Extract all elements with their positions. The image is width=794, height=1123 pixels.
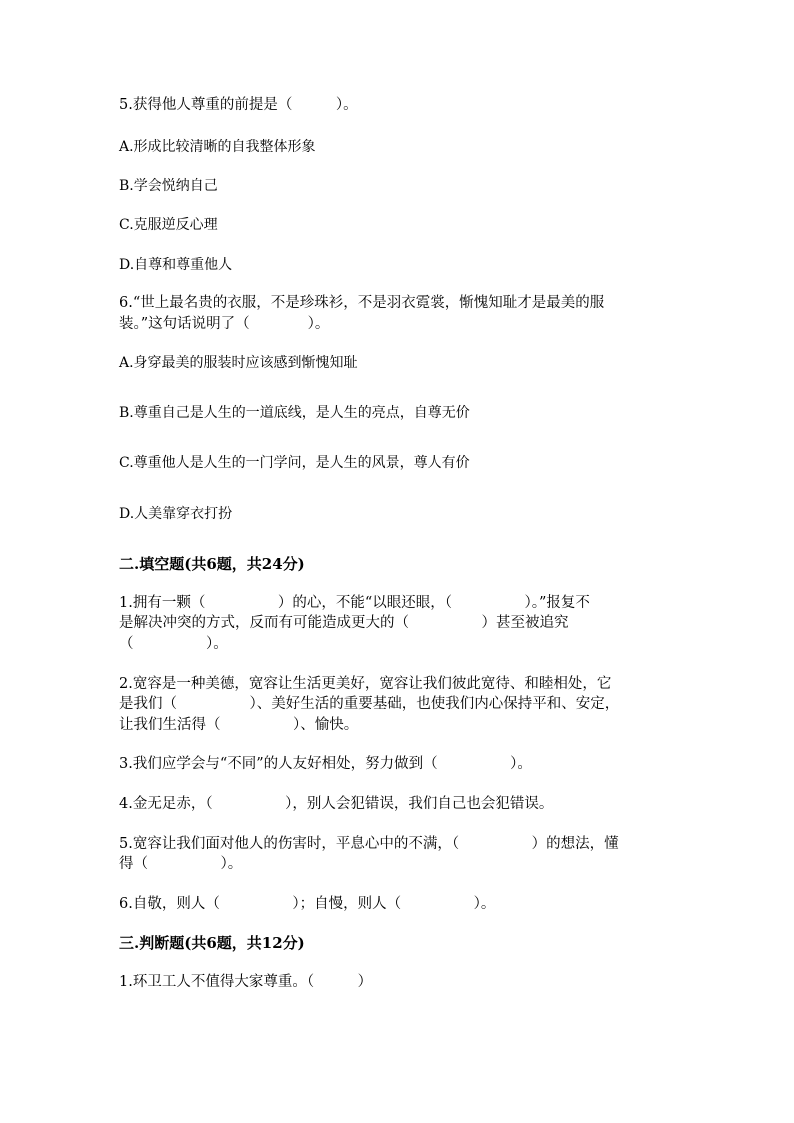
fill-1-line-1: 1.拥有一颗（ ）的心，不能“以眼还眼，（ ）。”报复不	[119, 595, 590, 611]
fill-3-line-1: 3.我们应学会与“不同”的人友好相处，努力做到（ ）。	[119, 756, 532, 772]
question-6-option-d: D.人美靠穿衣打扮	[119, 506, 233, 522]
question-6-stem-line-1: 6.“世上最名贵的衣服，不是珍珠衫，不是羽衣霓裳，惭愧知耻才是最美的服	[119, 295, 605, 311]
section-3-heading: 三.判断题(共6题，共12分)	[119, 934, 305, 952]
fill-2-line-2: 是我们（ ）、美好生活的重要基础，也使我们内心保持平和、安定，	[119, 696, 620, 712]
fill-5-line-1: 5.宽容让我们面对他人的伤害时，平息心中的不满，（ ）的想法，懂	[119, 836, 619, 852]
question-5-option-b: B.学会悦纳自己	[119, 178, 218, 194]
fill-2-line-3: 让我们生活得（ ）、愉快。	[119, 717, 359, 733]
judge-1-line-1: 1.环卫工人不值得大家尊重。（ ）	[119, 974, 373, 990]
question-5-option-c: C.克服逆反心理	[119, 217, 218, 233]
question-5-option-d: D.自尊和尊重他人	[119, 257, 233, 273]
question-6-option-a: A.身穿最美的服装时应该感到惭愧知耻	[119, 355, 358, 371]
section-2-heading: 二.填空题(共6题，共24分)	[119, 555, 305, 573]
fill-6-line-1: 6.自敬，则人（ ）；自慢，则人（ ）。	[119, 896, 496, 912]
fill-2-line-1: 2.宽容是一种美德，宽容让生活更美好，宽容让我们彼此宽待、和睦相处，它	[119, 676, 612, 692]
fill-4-line-1: 4.金无足赤，（ ），别人会犯错误，我们自己也会犯错误。	[119, 796, 554, 812]
fill-5-line-2: 得（ ）。	[119, 856, 243, 872]
question-5-stem: 5.获得他人尊重的前提是（ ）。	[119, 97, 358, 113]
question-5-option-a: A.形成比较清晰的自我整体形象	[119, 139, 316, 155]
question-6-option-b: B.尊重自己是人生的一道底线，是人生的亮点，自尊无价	[119, 405, 470, 421]
fill-1-line-3: （ ）。	[119, 636, 228, 652]
fill-1-line-2: 是解决冲突的方式，反而有可能造成更大的（ ）甚至被追究	[119, 615, 569, 631]
question-6-option-c: C.尊重他人是人生的一门学问，是人生的风景，尊人有价	[119, 455, 470, 471]
question-6-stem-line-2: 装。”这句话说明了（ ）。	[119, 316, 330, 332]
